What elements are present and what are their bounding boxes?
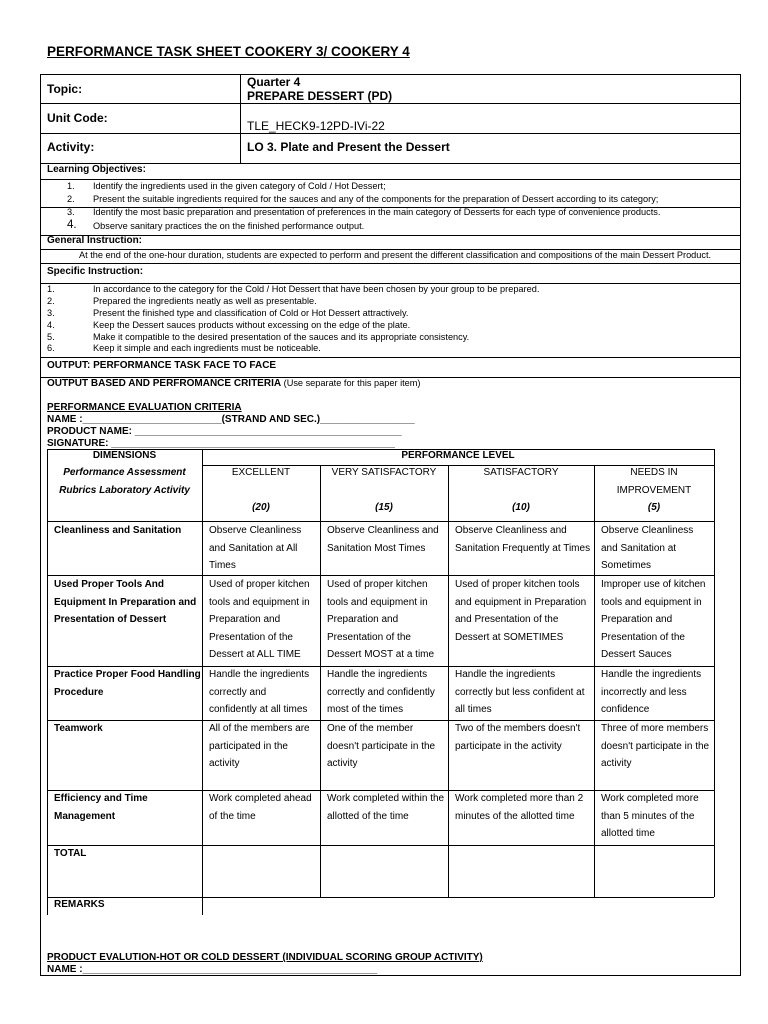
rubric-cell: Dessert at SOMETIMES	[455, 632, 564, 643]
assessment-header: Rubrics Laboratory Activity	[59, 485, 190, 496]
level-name: NEEDS IN	[630, 467, 678, 478]
rubric-cell: tools and equipment in	[209, 597, 310, 608]
rubric-cell: participate in the activity	[455, 741, 562, 752]
rubric-cell: allotted time	[601, 828, 655, 839]
rubric-cell: doesn't participate in the	[601, 741, 710, 752]
topic-label: Topic:	[47, 82, 83, 96]
total-label: TOTAL	[54, 848, 87, 859]
level-points: (10)	[512, 502, 530, 513]
rubric-cell: Handle the ingredients	[601, 669, 702, 680]
instruction-number: 2.	[47, 296, 55, 306]
rubric-cell: participated in the	[209, 741, 288, 752]
rubric-cell: Three of more members	[601, 723, 709, 734]
rubric-cell: Improper use of kitchen	[601, 579, 706, 590]
rubric-cell: Observe Cleanliness	[209, 525, 302, 536]
activity-label: Activity:	[47, 140, 95, 154]
product-evaluation-name-line: NAME :_____________________________________________________	[47, 964, 378, 975]
rubric-cell: most of the times	[327, 704, 404, 715]
rubric-cell: and Presentation of the	[455, 614, 559, 625]
instruction-number: 3.	[47, 308, 55, 318]
product-name-line: PRODUCT NAME: ________________________________________________	[47, 426, 402, 437]
dimension-label: Procedure	[54, 687, 104, 698]
objective-number: 1.	[67, 181, 75, 191]
page-title: PERFORMANCE TASK SHEET COOKERY 3/ COOKERY 4	[47, 44, 410, 59]
rubric-cell: tools and equipment in	[601, 597, 702, 608]
unit-code-label: Unit Code:	[47, 111, 108, 125]
objective-number: 2.	[67, 194, 75, 204]
rubric-cell: Presentation of the	[601, 632, 685, 643]
rubric-cell: Preparation and	[601, 614, 673, 625]
rubric-cell: than 5 minutes of the	[601, 811, 695, 822]
rubric-cell: All of the members are	[209, 723, 310, 734]
rubric-cell: Used of proper kitchen tools	[455, 579, 580, 590]
rubric-cell: confidence	[601, 704, 650, 715]
instruction-text: Make it compatible to the desired presentation of the sauces and its appropriate consistency.	[93, 332, 470, 342]
rubric-cell: Times	[209, 560, 236, 571]
instruction-number: 4.	[47, 320, 55, 330]
evaluation-title: PERFORMANCE EVALUATION CRITERIA	[47, 402, 242, 413]
rubric-cell: correctly but less confident at	[455, 687, 585, 698]
rubric-cell: confidently at all times	[209, 704, 308, 715]
rubric-cell: and equipment in Preparation	[455, 597, 587, 608]
rubric-cell: correctly and	[209, 687, 267, 698]
general-instruction-label: General Instruction:	[47, 235, 143, 246]
level-name: VERY SATISFACTORY	[331, 467, 437, 478]
rubric-cell: activity	[209, 758, 240, 769]
objective-text: Identify the most basic preparation and presentation of preferences in the main category of Desserts for each type of convenience products.	[93, 207, 661, 217]
activity-value: LO 3. Plate and Present the Dessert	[247, 140, 450, 154]
output-criteria-label: OUTPUT BASED AND PERFROMANCE CRITERIA	[47, 378, 282, 389]
unit-code-value: TLE_HECK9-12PD-IVi-22	[247, 119, 385, 133]
dimension-label: Cleanliness and Sanitation	[54, 525, 182, 536]
assessment-header: Performance Assessment	[63, 467, 186, 478]
rubric-cell: Dessert MOST at a time	[327, 649, 435, 660]
instruction-text: Keep it simple and each ingredients must be noticeable.	[93, 343, 321, 353]
rubric-cell: Used of proper kitchen	[327, 579, 428, 590]
dimension-label: Practice Proper Food Handling	[54, 669, 201, 680]
level-points: (20)	[252, 502, 270, 513]
instruction-text: Keep the Dessert sauces products without excessing on the edge of the plate.	[93, 320, 411, 330]
rubric-cell: allotted of the time	[327, 811, 409, 822]
rubric-cell: minutes of the allotted time	[455, 811, 575, 822]
evaluation-name-line: NAME :_________________________(STRAND AND SEC.)_________________	[47, 414, 415, 425]
rubric-cell: Work completed ahead	[209, 793, 312, 804]
rubric-cell: Observe Cleanliness	[601, 525, 694, 536]
rubric-cell: activity	[327, 758, 358, 769]
topic-value: PREPARE DESSERT (PD)	[247, 89, 393, 103]
rubric-cell: Presentation of the	[209, 632, 293, 643]
rubric-cell: Observe Cleanliness and	[327, 525, 439, 536]
specific-instruction-label: Specific Instruction:	[47, 266, 144, 277]
dimension-label: Management	[54, 811, 116, 822]
remarks-label: REMARKS	[54, 899, 105, 910]
instruction-number: 1.	[47, 284, 55, 294]
level-name: SATISFACTORY	[483, 467, 559, 478]
rubric-cell: Handle the ingredients	[327, 669, 428, 680]
rubric-cell: Handle the ingredients	[455, 669, 556, 680]
rubric-cell: incorrectly and less	[601, 687, 687, 698]
learning-objectives-label: Learning Objectives:	[47, 164, 146, 175]
rubric-cell: Handle the ingredients	[209, 669, 310, 680]
dimensions-header: DIMENSIONS	[92, 450, 157, 461]
objective-number: 3.	[67, 207, 75, 217]
instruction-number: 5.	[47, 332, 55, 342]
output-criteria-note: (Use separate for this paper item)	[281, 378, 421, 388]
rubric-cell: Used of proper kitchen	[209, 579, 310, 590]
rubric-cell: Sanitation Frequently at Times	[455, 543, 591, 554]
rubric-cell: Preparation and	[327, 614, 399, 625]
general-instruction-text: At the end of the one-hour duration, students are expected to perform and present the different classification and compositions of the main Dessert Product.	[79, 250, 712, 260]
rubric-cell: Work completed more	[601, 793, 699, 804]
topic-quarter: Quarter 4	[247, 75, 301, 89]
rubric-cell: Observe Cleanliness and	[455, 525, 567, 536]
dimension-label: Used Proper Tools And	[54, 579, 165, 590]
instruction-number: 6.	[47, 343, 55, 353]
objective-text: Present the suitable ingredients required for the sauces and any of the components for the preparation of Dessert according to its category;	[93, 194, 659, 204]
rubric-cell: and Sanitation at	[601, 543, 677, 554]
product-evaluation-title: PRODUCT EVALUTION-HOT OR COLD DESSERT (INDIVIDUAL SCORING GROUP ACTIVITY)	[47, 952, 483, 963]
performance-level-header: PERFORMANCE LEVEL	[401, 450, 515, 461]
rubric-cell: and Sanitation at All	[209, 543, 298, 554]
output-label: OUTPUT: PERFORMANCE TASK FACE TO FACE	[47, 360, 277, 371]
level-points: (5)	[647, 502, 661, 513]
rubric-cell: Presentation of the	[327, 632, 411, 643]
rubric-cell: all times	[455, 704, 492, 715]
instruction-text: In accordance to the category for the Cold / Hot Dessert that have been chosen by your group to be prepared.	[93, 284, 540, 294]
rubric-cell: activity	[601, 758, 632, 769]
level-name: EXCELLENT	[231, 467, 291, 478]
instruction-text: Prepared the ingredients neatly as well as presentable.	[93, 296, 317, 306]
rubric-cell: Dessert at ALL TIME	[209, 649, 301, 660]
rubric-cell: correctly and confidently	[327, 687, 435, 698]
rubric-cell: Dessert Sauces	[601, 649, 672, 660]
rubric-cell: One of the member	[327, 723, 414, 734]
dimension-label: Teamwork	[54, 723, 103, 734]
rubric-cell: Sanitation Most Times	[327, 543, 426, 554]
level-points: (15)	[375, 502, 393, 513]
dimension-label: Equipment In Preparation and	[54, 597, 197, 608]
rubric-cell: tools and equipment in	[327, 597, 428, 608]
dimension-label: Presentation of Dessert	[54, 614, 167, 625]
objective-text: Identify the ingredients used in the given category of Cold / Hot Dessert;	[93, 181, 386, 191]
rubric-cell: of the time	[209, 811, 256, 822]
dimension-label: Efficiency and Time	[54, 793, 148, 804]
rubric-cell: Sometimes	[601, 560, 652, 571]
instruction-text: Present the finished type and classification of Cold or Hot Dessert attractively.	[93, 308, 409, 318]
objective-number: 4.	[67, 219, 77, 231]
rubric-cell: doesn't participate in the	[327, 741, 436, 752]
objective-text: Observe sanitary practices the on the finished performance output.	[93, 221, 365, 231]
signature-line: SIGNATURE: ___________________________________________________	[47, 438, 395, 449]
rubric-cell: Work completed within the	[327, 793, 445, 804]
rubric-cell: Preparation and	[209, 614, 281, 625]
rubric-cell: Two of the members doesn't	[455, 723, 581, 734]
rubric-cell: Work completed more than 2	[455, 793, 584, 804]
level-name: IMPROVEMENT	[616, 485, 692, 496]
